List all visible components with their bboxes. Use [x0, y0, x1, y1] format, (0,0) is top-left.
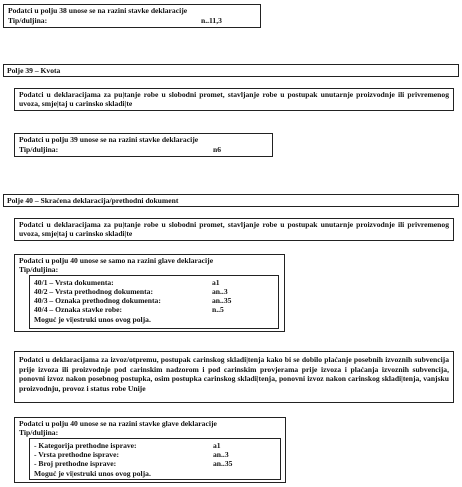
export-tip-label: Tip/duljina:: [19, 428, 59, 437]
field40-level-box: [14, 254, 285, 332]
export-multi-note: Moguć je vi|estruki unos ovog polja.: [34, 469, 151, 478]
field39-tip-label: Tip/duljina:: [19, 145, 59, 154]
export-subitem-value: a1: [213, 441, 221, 450]
field40-subitem-label: 40/1 – Vrsta dokumenta:: [34, 278, 114, 287]
field39-heading: Polje 39 – Kvota: [7, 66, 61, 75]
field40-subitems-box: [29, 275, 279, 329]
field40-subitem-label: 40/3 – Oznaka prethodnog dokumenta:: [34, 296, 161, 305]
field40-declarations-box: [14, 218, 454, 241]
field40-heading: Polje 40 – Skraćena deklaracija/prethodni dokument: [7, 196, 179, 205]
field39-level-box: [14, 133, 273, 157]
field40-subitem-label: 40/4 – Oznaka stavke robe:: [34, 305, 123, 314]
field40-subitem-label: 40/2 – Vrsta prethodnog dokumenta:: [34, 287, 153, 296]
field40-subitem-value: n..5: [212, 305, 224, 314]
field40-declarations-text: Podatci u deklaracijama za pu|tanje robe u slobodni promet, stavljanje robe u postupak unutarnje proizvodnje ili privremenog uvoza, smje|taj u carinsko skladi|te: [19, 220, 449, 238]
field39-declarations-box: [14, 88, 454, 111]
field40-tip-label: Tip/duljina:: [19, 265, 59, 274]
field40-level-line: Podatci u polju 40 unose se samo na razini glave deklaracije: [19, 256, 214, 265]
field38-level-box: [3, 4, 261, 28]
field39-level-line: Podatci u polju 39 unose se na razini stavke deklaracije: [19, 135, 199, 144]
field39-heading-bar: [3, 64, 459, 77]
export-subitem-label: - Vrsta prethodne isprave:: [34, 450, 120, 459]
export-subitems-box: [29, 438, 281, 480]
field40-subitem-value: an..3: [212, 287, 228, 296]
field39-declarations-text: Podatci u deklaracijama za pu|tanje robe u slobodni promet, stavljanje robe u postupak unutarnje proizvodnje ili privremenog uvoza, smje|taj u carinsko skladi|te: [19, 90, 449, 108]
export-level-line: Podatci u polju 40 unose se na razini stavke glave deklaracije: [19, 419, 217, 428]
field39-tip-value: n6: [213, 145, 222, 154]
export-subitem-value: an..35: [213, 459, 233, 468]
export-subitem-value: an..3: [213, 450, 229, 459]
export-subitem-label: - Broj prethodne isprave:: [34, 459, 117, 468]
field40-multi-note: Moguć je vi|estruki unos ovog polja.: [34, 315, 151, 324]
export-level-box: [14, 417, 286, 483]
field38-tip-value: n..11,3: [201, 16, 222, 25]
export-subitem-label: - Kategorija prethodne isprave:: [34, 441, 137, 450]
field40-subitem-value: an..35: [212, 296, 232, 305]
export-declarations-box: [14, 351, 454, 403]
export-declarations-text: Podatci u deklaracijama za izvoz/otpremu, postupak carinskog skladi|tenja kako bi se dobilo plaćanje posebnih izvoznih subvencija prije izvoza ili proizvodnje pod carinskim nadzorom i pod carinskim provjerama prije izvoza i plaćanja izvoznih subvencija, ponovni izvoz nakon posebnog postupka, osim postupka carinskog skladi|tenja, ponovni izvoz nakon carinskog skladi|tenja, vanjsku proizvodnju, provoz i status robe Unije: [19, 355, 449, 393]
field40-subitem-value: a1: [212, 278, 220, 287]
field38-level-line: Podatci u polju 38 unose se na razini stavke deklaracije: [8, 6, 188, 15]
field38-tip-label: Tip/duljina:: [8, 16, 48, 25]
field40-heading-bar: [3, 194, 459, 207]
